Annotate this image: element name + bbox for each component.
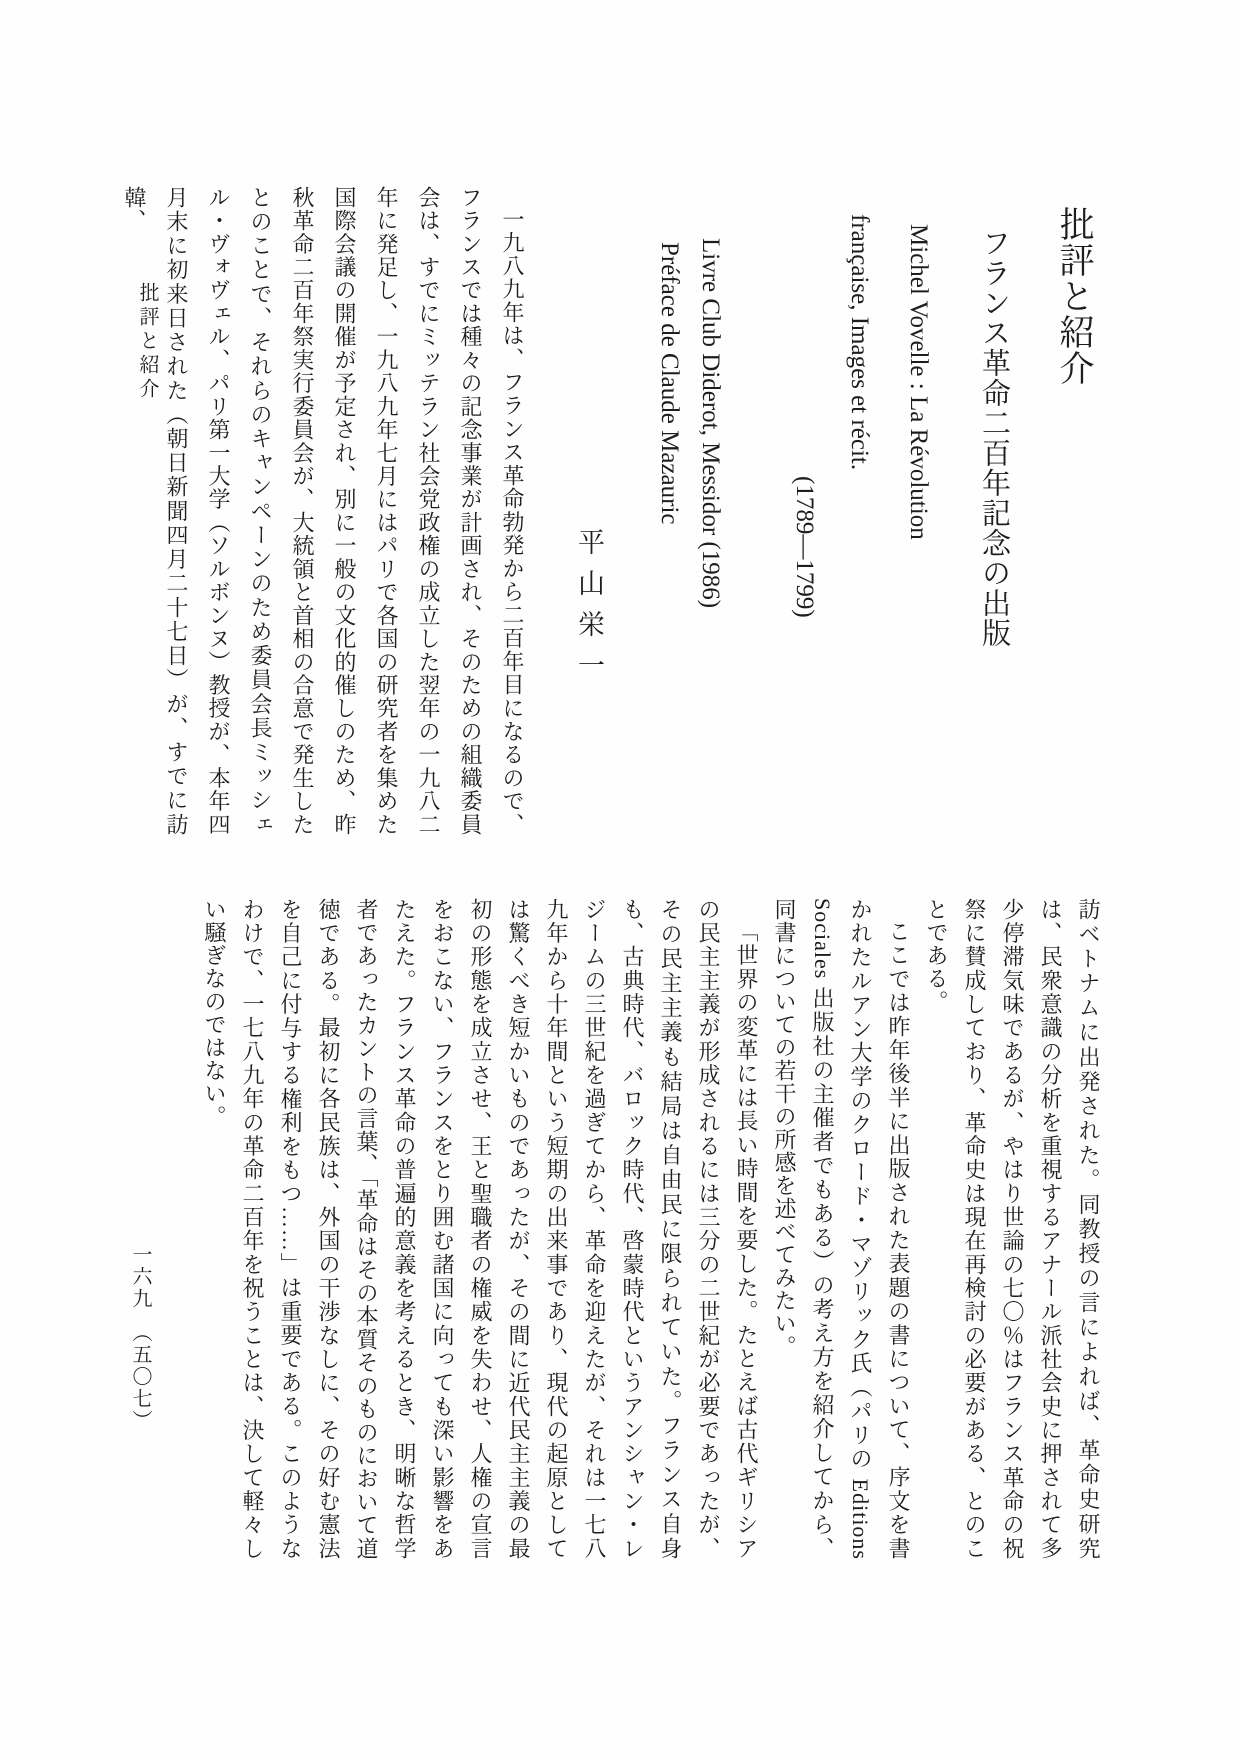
bibliography-line-2: française, Images et récit. (846, 214, 873, 471)
body-paragraph: ここでは昨年後半に出版された表題の書について、序文を書かれたルアン大学のクロード・マゾリック氏（パリの Editions Sociales 出版社の主催者でもある）の考え方を紹介してから、同書についての若干の所感を述べてみたい。 (772, 898, 911, 1560)
article-title: フランス革命二百年記念の出版 (978, 228, 1010, 648)
article-header-block (113, 160, 1093, 836)
body-paragraph: 「世界の変革には長い時間を要した。たとえば古代ギリシアの民主主義が形成されるには三分の二世紀が必要であったが、その民主主義も結局は自由民に限られていた。フランス自身も、古典時代、バロック時代、啓蒙時代というアンシャン・レジームの三世紀を過ぎてから、革命を迎えたが、それは一七八九年から十年間という短期の出来事であり、現代の起原としては驚くべき短かいものであったが、その間に近代民主主義の最初の形態を成立させ、王と聖職者の権威を失わせ、人権の宣言をおこない、フランスをとり囲む諸国に向っても深い影響をあたえた。フランス革命の普遍的意義を考えるとき、明晰な哲学者であったカントの言葉、「革命はその本質そのものにおいて道徳である。最初に各民族は、外国の干渉なしに、その好む憲法を自己に付与する権利をもつ……」は重要である。このようなわけで、一七八九年の革命二百年を祝うことは、決して軽々しい騒ぎなのではない。 (202, 898, 759, 1561)
section-heading: 批評と紹介 (1055, 206, 1094, 386)
bibliography-publisher: Livre Club Diderot, Messidor (1986) (697, 238, 724, 609)
running-head: 批評と紹介 (136, 282, 158, 402)
bibliography-line-1: Michel Vovelle : La Révolution (905, 224, 932, 540)
bibliography-years: (1789—1799) (791, 476, 818, 618)
bibliography-preface: Préface de Claude Mazauric (656, 242, 683, 525)
intro-paragraph: 一九八九年は、フランス革命勃発から二百年目になるので、フランスでは種々の記念事業が計画され、そのための組織委員会は、すでにミッテラン社会党政権の成立した翌年の一九八二年に発足し、一九八九年七月にはパリで各国の研究者を集めた国際会議の開催が予定され、別に一般の文化的催しのため、昨秋革命二百年祭実行委員会が、大統領と首相の合意で発生したとのことで、それらのキャンペーンのため委員会長ミッシェル・ヴォヴェル、パリ第一大学（ソルボンヌ）教授が、本年四月末に初来日された（朝日新聞四月二十七日）が、すでに訪韓、 (122, 186, 525, 837)
body-text-block (195, 898, 1107, 1560)
author-name: 平山栄一 (574, 528, 604, 692)
page-number: 一六九 （五〇七） (129, 1244, 151, 1432)
body-paragraph: 訪ベトナムに出発された。同教授の言によれば、革命史研究は、民衆意識の分析を重視するアナール派社会史に押されて多少停滞気味であるが、やはり世論の七〇％はフランス革命の祝祭に賛成しており、革命史は現在再検討の必要がある、とのことである。 (924, 898, 1101, 1560)
